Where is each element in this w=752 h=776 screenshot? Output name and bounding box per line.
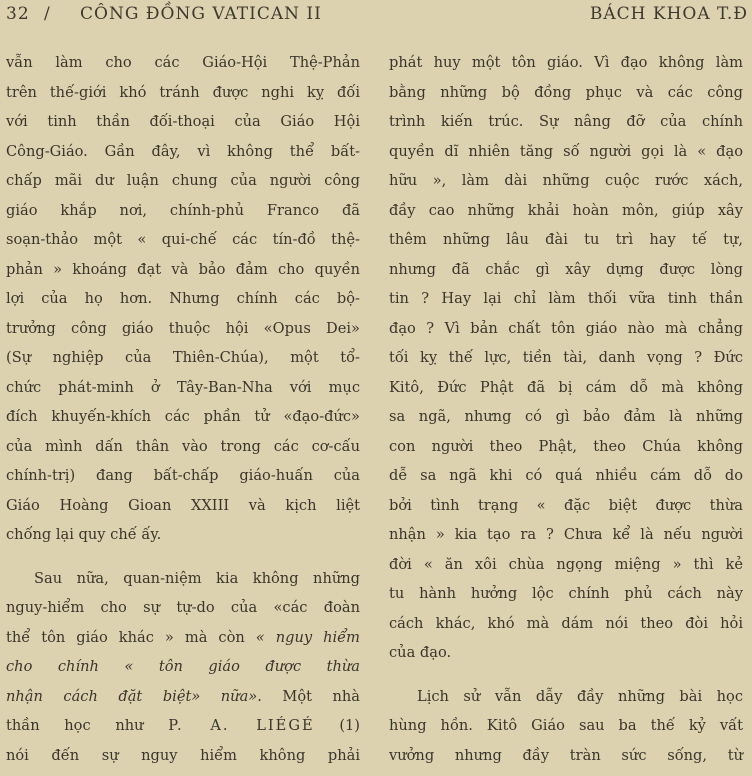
text-line: bằng những bộ đồng phục và các công	[389, 83, 743, 101]
page-header	[0, 0, 752, 40]
text-line: chính-trị) đang bất-chấp giáo-huấn của	[6, 467, 360, 484]
text-line: thêm những lâu đài tu trì hay tế tự,	[389, 231, 743, 248]
text-line: dễ sa ngã khi có quá nhiều cám dỗ do	[389, 467, 743, 484]
text-line	[6, 682, 360, 712]
header-separator: /	[44, 4, 51, 24]
text-line: phản » khoáng đạt và bảo đảm cho quyền	[6, 260, 360, 278]
text-line: hùng hồn. Kitô Giáo sau ba thế kỷ vất	[389, 717, 743, 734]
text-line: Lịch sử vẫn dẫy đầy những bài học	[417, 687, 743, 705]
text-line: phát huy một tôn giáo. Vì đạo không làm	[389, 54, 743, 71]
text-line	[6, 711, 360, 741]
text-span: thần học như	[6, 717, 169, 734]
text-line: đạo ? Vì bản chất tôn giáo nào mà chẳng	[389, 319, 743, 337]
text-line: trên thế-giới khó tránh được nghi kỵ đối	[6, 83, 360, 101]
text-line: cách khác, khó mà dám nói theo đòi hỏi	[389, 614, 743, 632]
text-line: nói đến sự nguy hiểm không phải	[6, 746, 360, 764]
text-line: Kitô, Đức Phật đã bị cám dỗ mà không	[389, 378, 743, 396]
text-line: đời « ăn xôi chùa ngọng miệng » thì kẻ	[389, 555, 743, 573]
text-line: của mình dấn thân vào trong các cơ-cấu	[6, 437, 360, 455]
text-line: soạn-thảo một « qui-chế các tín-đồ thệ-	[6, 231, 360, 248]
text-line: con người theo Phật, theo Chúa không	[389, 437, 743, 455]
text-line: của đạo.	[389, 644, 452, 661]
text-line: Giáo Hoàng Gioan XXIII và kịch liệt	[6, 496, 360, 514]
text-line: Công-Giáo. Gần đây, vì không thể bất-	[6, 142, 360, 160]
text-line: tối kỵ thế lực, tiền tài, danh vọng ? Đức	[389, 349, 743, 366]
text-line: giáo khắp nơi, chính-phủ Franco đã	[6, 201, 360, 219]
text-line: bởi tình trạng « đặc biệt được thừa	[389, 496, 743, 514]
text-line: tu hành hưởng lộc chính phủ cách này	[389, 585, 743, 602]
text-line: nguy-hiểm cho sự tự-do của «các đoàn	[6, 599, 360, 616]
text-line	[6, 623, 360, 653]
text-line: hữu », làm dài những cuộc rước xách,	[389, 172, 743, 189]
text-line: nhận » kia tạo ra ? Chưa kể là nếu người	[389, 526, 743, 543]
text-line: đích khuyến-khích các phần tử «đạo-đức»	[6, 408, 360, 425]
text-line: lợi của họ hơn. Nhưng chính các bộ-	[6, 290, 360, 307]
author-name: P. A. LIÉGÉ	[168, 717, 315, 734]
text-line: sa ngã, nhưng có gì bảo đảm là những	[389, 408, 743, 425]
journal-name: BÁCH KHOA T.Đ	[589, 4, 748, 24]
italic-line: cho chính « tôn giáo được thừa	[6, 658, 360, 675]
paragraph-2	[6, 564, 360, 771]
running-title: CÔNG ĐỒNG VATICAN II	[80, 4, 322, 24]
paragraph-1	[6, 48, 360, 550]
text-line: nhưng đã chắc gì xây dựng được lòng	[389, 260, 743, 278]
text-line: quyền dĩ nhiên tăng số người gọi là « đạo	[389, 142, 743, 160]
text-span: thể tôn giáo khác » mà còn	[6, 628, 256, 646]
text-line: vưởng nhưng đầy tràn sức sống, từ	[389, 746, 743, 764]
italic-span: « nguy hiểm	[255, 628, 360, 646]
text-line: trình kiến trúc. Sự nâng đỡ của chính	[389, 113, 743, 130]
footnote-ref: (1)	[314, 717, 360, 734]
paragraph-1	[389, 48, 743, 668]
text-line: Sau nữa, quan-niệm kia không những	[34, 569, 360, 587]
text-line: tin ? Hay lại chỉ làm thối vữa tinh thần	[389, 290, 743, 307]
text-line: chấp mãi dư luận chung của người công	[6, 172, 360, 189]
paragraph-2	[389, 682, 743, 771]
text-line: (Sự nghiệp của Thiên-Chúa), một tổ-	[6, 349, 360, 366]
page-number: 32	[6, 4, 30, 24]
text-line: đầy cao những khải hoàn môn, giúp xây	[389, 201, 743, 219]
text-line: với tinh thần đối-thoại của Giáo Hội	[6, 113, 360, 130]
right-column	[389, 48, 743, 770]
text-line: chống lại quy chế ấy.	[6, 526, 162, 543]
text-line: vẫn làm cho các Giáo-Hội Thệ-Phản	[6, 54, 360, 71]
text-line: chức phát-minh ở Tây-Ban-Nha với mục	[6, 378, 360, 396]
text-span: Một nhà	[261, 687, 360, 705]
italic-span: nhận cách đặt biệt» nữa».	[6, 687, 262, 705]
text-line: trưởng công giáo thuộc hội «Opus Dei»	[6, 319, 360, 337]
left-column	[6, 48, 360, 770]
